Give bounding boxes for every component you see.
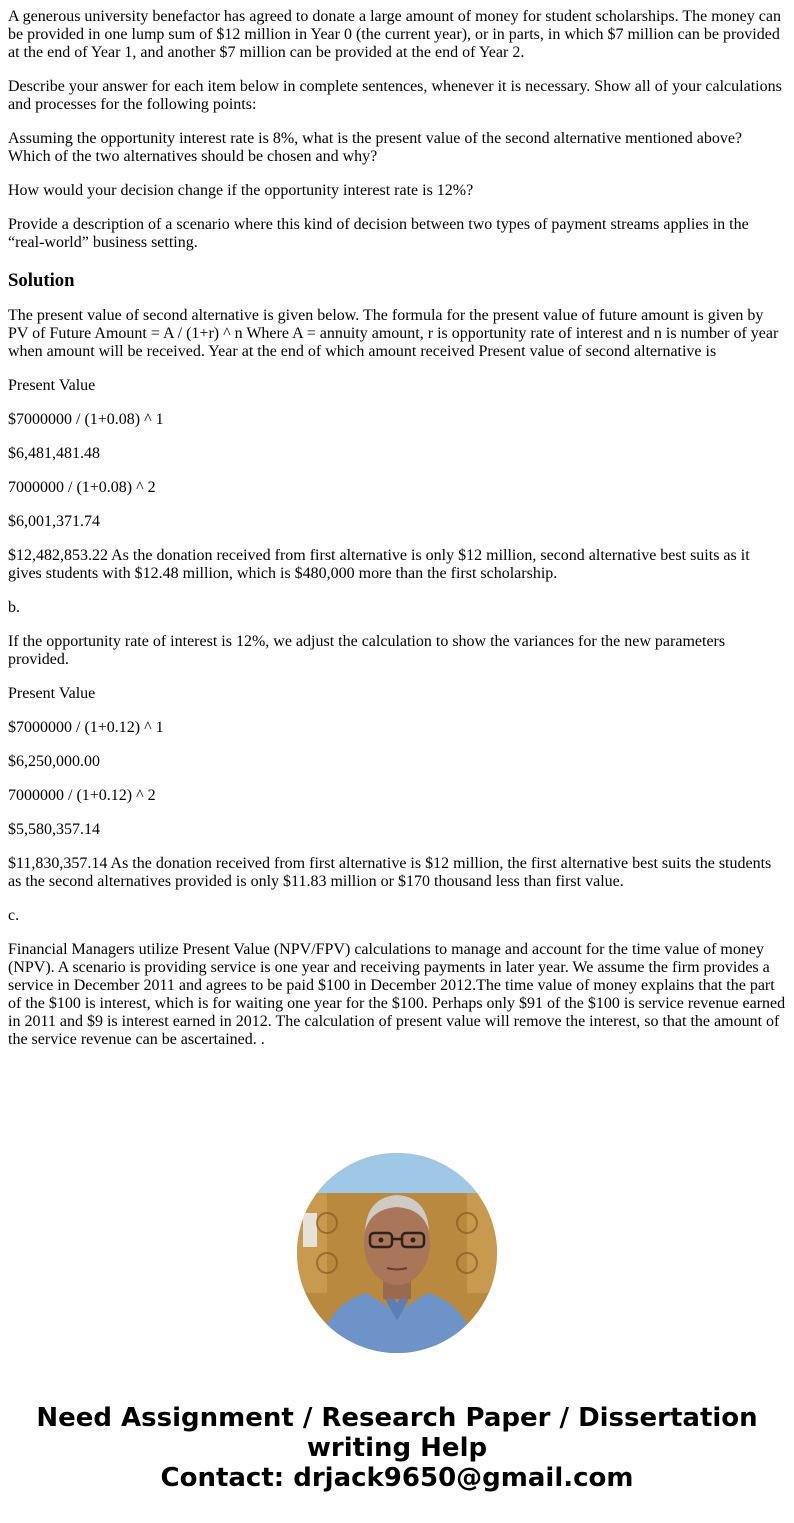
- part-b-calc-2: 7000000 / (1+0.12) ^ 2: [8, 787, 156, 804]
- document-body: [8, 8, 786, 1065]
- part-b-calc-1: $7000000 / (1+0.12) ^ 1: [8, 719, 164, 736]
- part-c-text: Financial Managers utilize Present Value (NPV/FPV) calculations to manage and account for the time value of money (NPV). A scenario is providing service is one year and receiving payments in later year. We assume the firm provides a service in December 2011 and agrees to be paid $100 in December 2012.The time value of money explains that the part of the $100 is interest, which is for waiting one year for the $100. Perhaps only $91 of the $100 is service revenue earned in 2011 and $9 is interest earned in 2012. The calculation of present value will remove the interest, so that the amount of the service revenue can be ascertained. .: [8, 941, 786, 1048]
- part-b-intro: If the opportunity rate of interest is 12%, we adjust the calculation to show the variances for the new parameters provided.: [8, 633, 726, 668]
- promo-contact: Contact: drjack9650@gmail.com: [160, 1463, 634, 1493]
- solution-heading: Solution: [8, 270, 75, 291]
- question-item-b: How would your decision change if the opportunity interest rate is 12%?: [8, 182, 474, 199]
- part-b-pv-label: Present Value: [8, 685, 96, 702]
- part-b-result-1: $6,250,000.00: [8, 753, 100, 770]
- part-a-calc-2: 7000000 / (1+0.08) ^ 2: [8, 479, 156, 496]
- question-intro: A generous university benefactor has agreed to donate a large amount of money for student scholarships. The money can be provided in one lump sum of $12 million in Year 0 (the current year), or in parts, in which $7 million can be provided at the end of Year 1, and another $7 million can be provided at the end of Year 2.: [8, 8, 781, 61]
- question-instructions: Describe your answer for each item below in complete sentences, whenever it is necessary. Show all of your calculations and processes for the following points:: [8, 78, 782, 113]
- author-avatar: [297, 1153, 497, 1353]
- promo-banner: [0, 1403, 794, 1493]
- part-a-intro: The present value of second alternative is given below. The formula for the present value of future amount is given by PV of Future Amount = A / (1+r) ^ n Where A = annuity amount, r is opportunity rate of interest and n is number of year when amount will be received. Year at the end of which amount received Present value of second alternative is: [8, 307, 779, 360]
- promo-line-1: Need Assignment / Research Paper / Dissertation: [36, 1403, 758, 1433]
- question-item-c: Provide a description of a scenario where this kind of decision between two types of payment streams applies in the “real-world” business setting.: [8, 216, 749, 251]
- part-a-result-1: $6,481,481.48: [8, 445, 100, 462]
- part-b-label: b.: [8, 599, 20, 616]
- question-item-a: Assuming the opportunity interest rate is 8%, what is the present value of the second alternative mentioned above? Which of the two alternatives should be chosen and why?: [8, 130, 743, 165]
- part-a-result-2: $6,001,371.74: [8, 513, 100, 530]
- part-b-result-2: $5,580,357.14: [8, 821, 100, 838]
- part-b-conclusion: $11,830,357.14 As the donation received from first alternative is $12 million, the first alternative best suits the students as the second alternatives provided is only $11.83 million or $170 thousand less than first value.: [8, 855, 772, 890]
- part-c-label: c.: [8, 907, 20, 924]
- promo-line-2: writing Help: [306, 1433, 488, 1463]
- part-a-pv-label: Present Value: [8, 377, 96, 394]
- part-a-conclusion: $12,482,853.22 As the donation received from first alternative is only $12 million, second alternative best suits as it gives students with $12.48 million, which is $480,000 more than the first scholarship.: [8, 547, 750, 582]
- part-a-calc-1: $7000000 / (1+0.08) ^ 1: [8, 411, 164, 428]
